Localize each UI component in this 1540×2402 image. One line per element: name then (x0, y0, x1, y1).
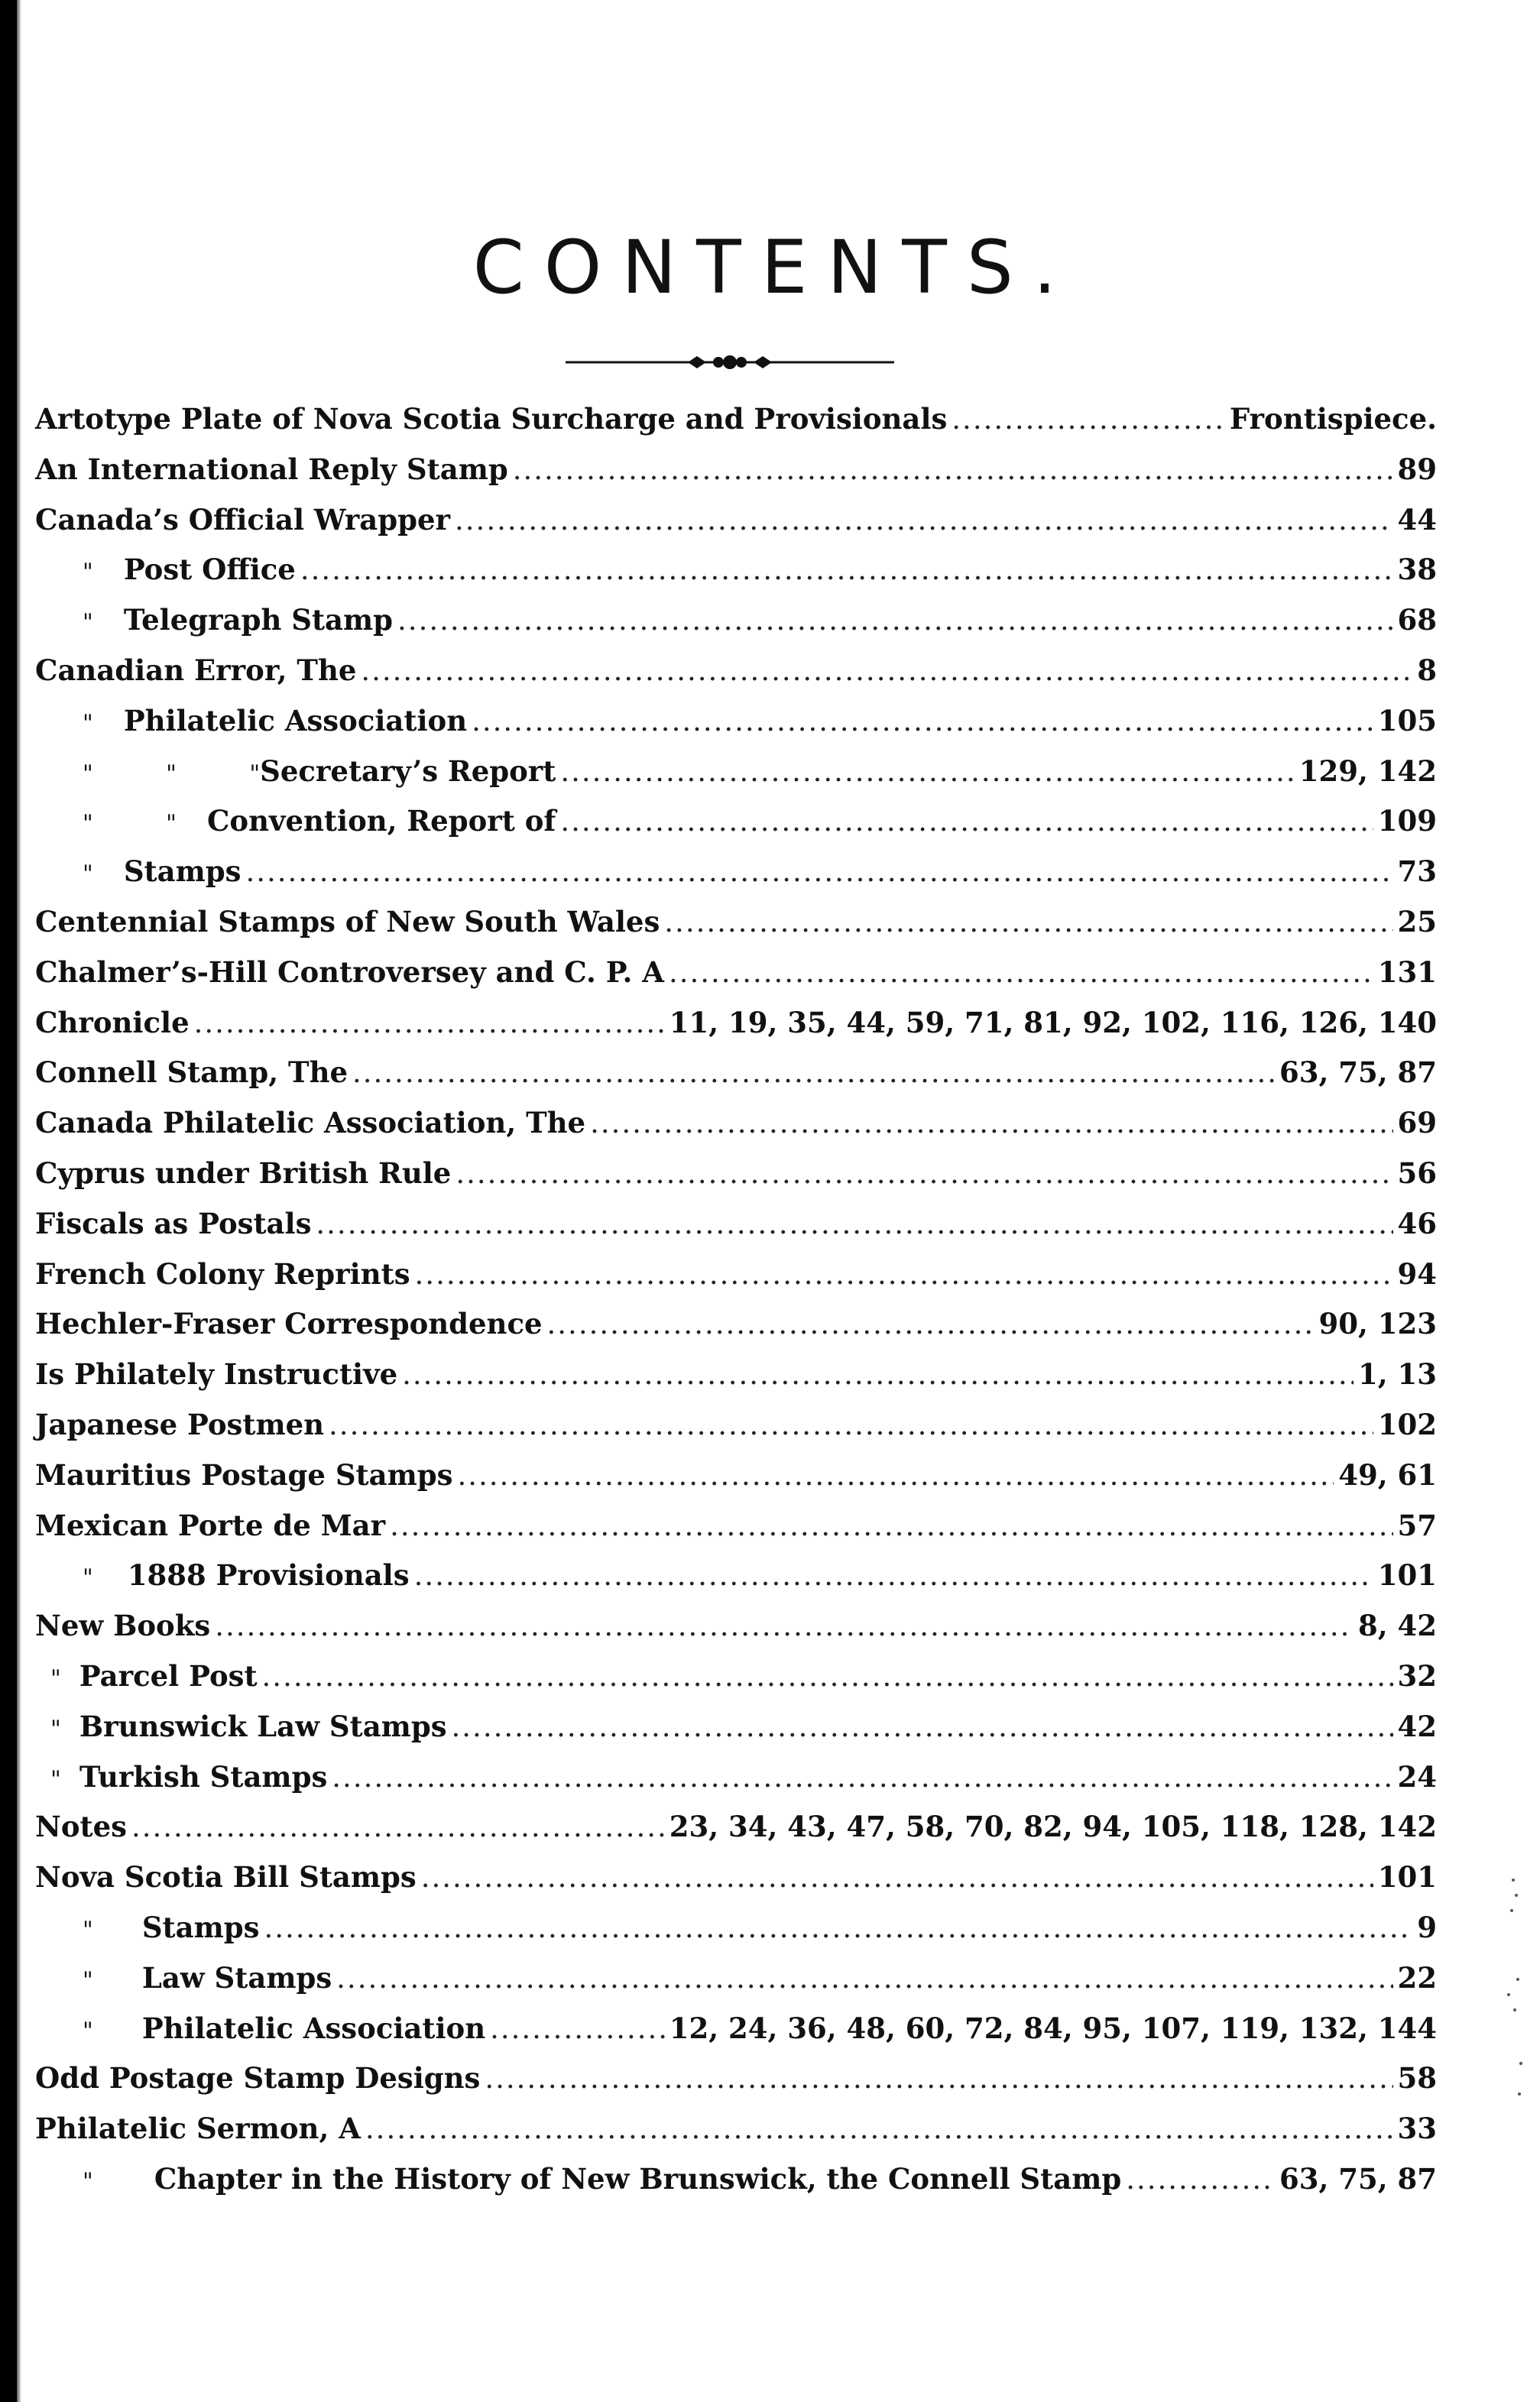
toc-entry-title: Odd Postage Stamp Designs (35, 2061, 481, 2096)
toc-entry-page: 90, 123 (1318, 1307, 1437, 1341)
toc-entry-page: 49, 61 (1338, 1457, 1437, 1492)
toc-entry-title: An International Reply Stamp (35, 452, 508, 486)
toc-entry (35, 1702, 1437, 1752)
dot-leader (365, 2104, 1393, 2154)
dot-leader (421, 1853, 1373, 1903)
dot-leader (316, 1199, 1392, 1250)
dot-leader (390, 1501, 1392, 1551)
toc-entry-page: 44 (1397, 502, 1437, 536)
toc-entry-page: 8 (1417, 653, 1437, 687)
dot-leader (664, 897, 1392, 948)
ditto-mark: " (50, 1715, 61, 1742)
dot-leader (472, 696, 1373, 747)
toc-entry (35, 1652, 1437, 1702)
toc-entry-title: Convention, Report of (206, 804, 556, 838)
ditto-mark: " (83, 709, 93, 737)
toc-entry-title: Parcel Post (79, 1658, 258, 1693)
dot-leader (414, 1551, 1373, 1601)
dot-leader (361, 646, 1412, 696)
toc-entry-page: Frontispiece. (1229, 402, 1437, 436)
toc-entry (35, 1903, 1437, 1953)
dot-leader (456, 1149, 1392, 1199)
ditto-mark: " (83, 609, 93, 637)
toc-entry (35, 1048, 1437, 1098)
dot-leader (415, 1250, 1393, 1300)
toc-entry-title: Cyprus under British Rule (35, 1156, 452, 1190)
toc-entry-title: Canada Philatelic Association, The (35, 1106, 586, 1140)
toc-entry-title: Chronicle (35, 1005, 190, 1039)
dot-leader (215, 1601, 1354, 1652)
dot-leader (245, 847, 1392, 897)
toc-entry-title: Post Office (123, 553, 296, 587)
toc-entry-page: 8, 42 (1358, 1609, 1437, 1643)
toc-entry-title: Canada’s Official Wrapper (35, 502, 451, 536)
toc-entry-title: Brunswick Law Stamps (79, 1709, 447, 1743)
toc-entry-title: Nova Scotia Bill Stamps (35, 1860, 417, 1895)
toc-entry-title: Stamps (123, 854, 242, 889)
dot-leader (547, 1299, 1315, 1350)
ditto-mark: " (83, 2167, 93, 2195)
toc-entry (35, 2004, 1437, 2054)
book-spine-shadow (0, 0, 17, 2402)
toc-entry (35, 696, 1437, 747)
toc-entry (35, 1853, 1437, 1903)
dot-leader (452, 1702, 1393, 1752)
ditto-mark: " " (83, 810, 177, 838)
toc-entry-page: 131 (1377, 955, 1437, 989)
dot-leader (513, 445, 1393, 495)
toc-entry-title: Canadian Error, The (35, 653, 357, 687)
toc-entry (35, 394, 1437, 445)
toc-entry (35, 1400, 1437, 1451)
toc-entry-page: 23, 34, 43, 47, 58, 70, 82, 94, 105, 118, 128, 142 (669, 1810, 1437, 1844)
toc-entry (35, 1299, 1437, 1350)
toc-entry-title: Mauritius Postage Stamps (35, 1457, 453, 1492)
dot-leader (397, 595, 1392, 646)
dot-leader (490, 2004, 665, 2054)
toc-entry (35, 1953, 1437, 2004)
toc-entry-title: Notes (35, 1810, 127, 1844)
dot-leader (560, 796, 1373, 847)
dot-leader (194, 998, 665, 1049)
toc-entry-title: Chalmer’s-Hill Controversey and C. P. A (35, 955, 664, 989)
dot-leader (560, 747, 1294, 797)
toc-entry-page: 94 (1397, 1256, 1437, 1291)
ditto-mark: " (50, 1665, 61, 1692)
dot-leader (300, 545, 1393, 595)
toc-entry-title: Philatelic Association (141, 2011, 486, 2045)
toc-entry (35, 2054, 1437, 2104)
toc-entry (35, 545, 1437, 595)
toc-entry-page: 101 (1377, 1558, 1437, 1593)
toc-entry-page: 102 (1377, 1407, 1437, 1441)
title-ornament-divider (566, 352, 894, 373)
toc-entry-title: Philatelic Sermon, A (35, 2112, 361, 2146)
toc-entry (35, 646, 1437, 696)
toc-entry (35, 948, 1437, 998)
toc-entry-title: Mexican Porte de Mar (35, 1508, 386, 1542)
dot-leader (455, 495, 1392, 546)
toc-entry (35, 1149, 1437, 1199)
toc-entry-title: Hechler-Fraser Correspondence (35, 1307, 543, 1341)
toc-entry (35, 1350, 1437, 1400)
toc-entry (35, 1802, 1437, 1853)
toc-entry (35, 847, 1437, 897)
toc-entry-page: 73 (1397, 854, 1437, 889)
toc-entry-title: 1888 Provisionals (127, 1558, 410, 1593)
toc-entry (35, 2154, 1437, 2205)
toc-entry-page: 69 (1397, 1106, 1437, 1140)
toc-entry-page: 101 (1377, 1860, 1437, 1895)
toc-entry-page: 46 (1397, 1206, 1437, 1240)
toc-entry-page: 24 (1397, 1759, 1437, 1794)
ditto-mark: " (83, 1916, 93, 1943)
toc-entry (35, 595, 1437, 646)
toc-entry-page: 12, 24, 36, 48, 60, 72, 84, 95, 107, 119, 132, 144 (669, 2011, 1437, 2045)
ditto-mark: " (83, 559, 93, 586)
contents-list (35, 394, 1437, 2205)
toc-entry-page: 11, 19, 35, 44, 59, 71, 81, 92, 102, 116, 126, 140 (669, 1005, 1437, 1039)
toc-entry (35, 1551, 1437, 1601)
toc-entry-page: 63, 75, 87 (1279, 1055, 1437, 1090)
dot-leader (402, 1350, 1354, 1400)
toc-entry-title: Telegraph Stamp (123, 603, 394, 637)
toc-entry-page: 129, 142 (1298, 754, 1437, 788)
toc-entry-title: French Colony Reprints (35, 1256, 410, 1291)
toc-entry (35, 495, 1437, 546)
toc-entry-page: 32 (1397, 1658, 1437, 1693)
dot-leader (262, 1652, 1393, 1702)
dot-leader (590, 1098, 1392, 1149)
page-title: CONTENTS. (472, 225, 1077, 310)
toc-entry (35, 1451, 1437, 1501)
dot-leader (329, 1400, 1373, 1451)
ditto-mark: " " " (83, 760, 261, 787)
margin-specks (1498, 1865, 1529, 2109)
toc-entry (35, 897, 1437, 948)
dot-leader (264, 1903, 1412, 1953)
toc-entry-page: 58 (1397, 2061, 1437, 2096)
toc-entry-page: 42 (1397, 1709, 1437, 1743)
dot-leader (485, 2054, 1392, 2104)
toc-entry-page: 25 (1397, 904, 1437, 938)
ditto-mark: " (50, 1765, 61, 1793)
toc-entry (35, 747, 1437, 797)
toc-entry (35, 2104, 1437, 2154)
dot-leader (669, 948, 1373, 998)
toc-entry (35, 1098, 1437, 1149)
dot-leader (332, 1752, 1392, 1803)
dot-leader (457, 1451, 1334, 1501)
toc-entry (35, 998, 1437, 1049)
toc-entry-title: Connell Stamp, The (35, 1055, 349, 1090)
dot-leader (952, 394, 1225, 445)
toc-entry-title: Turkish Stamps (79, 1759, 328, 1794)
toc-entry-page: 105 (1377, 703, 1437, 737)
toc-entry-page: 33 (1397, 2112, 1437, 2146)
toc-entry-page: 38 (1397, 553, 1437, 587)
toc-entry-page: 89 (1397, 452, 1437, 486)
toc-entry-page: 109 (1377, 804, 1437, 838)
toc-entry-title: Law Stamps (141, 1960, 332, 1995)
ditto-mark: " (83, 2017, 93, 2044)
ditto-mark: " (83, 1564, 93, 1592)
toc-entry-title: Secretary’s Report (260, 754, 556, 788)
ditto-mark: " (83, 861, 93, 888)
toc-entry-title: Japanese Postmen (35, 1407, 325, 1441)
toc-entry-title: Fiscals as Postals (35, 1206, 312, 1240)
toc-entry (35, 1752, 1437, 1803)
toc-entry-title: Centennial Stamps of New South Wales (35, 904, 660, 938)
toc-entry-page: 22 (1397, 1960, 1437, 1995)
toc-entry (35, 445, 1437, 495)
toc-entry-page: 57 (1397, 1508, 1437, 1542)
toc-entry-page: 63, 75, 87 (1279, 2161, 1437, 2196)
dot-leader (1126, 2154, 1275, 2205)
toc-entry-title: Philatelic Association (123, 703, 468, 737)
toc-entry-page: 56 (1397, 1156, 1437, 1190)
toc-entry (35, 1250, 1437, 1300)
toc-entry (35, 1501, 1437, 1551)
toc-entry (35, 1601, 1437, 1652)
toc-entry-title: Is Philately Instructive (35, 1357, 398, 1392)
toc-entry (35, 1199, 1437, 1250)
toc-entry-title: New Books (35, 1609, 211, 1643)
spine-edge-gradient (17, 0, 21, 2402)
dot-leader (352, 1048, 1275, 1098)
toc-entry-page: 1, 13 (1358, 1357, 1437, 1392)
toc-entry (35, 796, 1437, 847)
toc-entry-title: Artotype Plate of Nova Scotia Surcharge and Provisionals (35, 402, 948, 436)
toc-entry-title: Chapter in the History of New Brunswick, the Connell Stamp (154, 2161, 1122, 2196)
toc-entry-title: Stamps (141, 1910, 260, 1944)
dot-leader (336, 1953, 1392, 2004)
dot-leader (131, 1802, 665, 1853)
toc-entry-page: 9 (1417, 1910, 1437, 1944)
toc-entry-page: 68 (1397, 603, 1437, 637)
ditto-mark: " (83, 1966, 93, 1994)
